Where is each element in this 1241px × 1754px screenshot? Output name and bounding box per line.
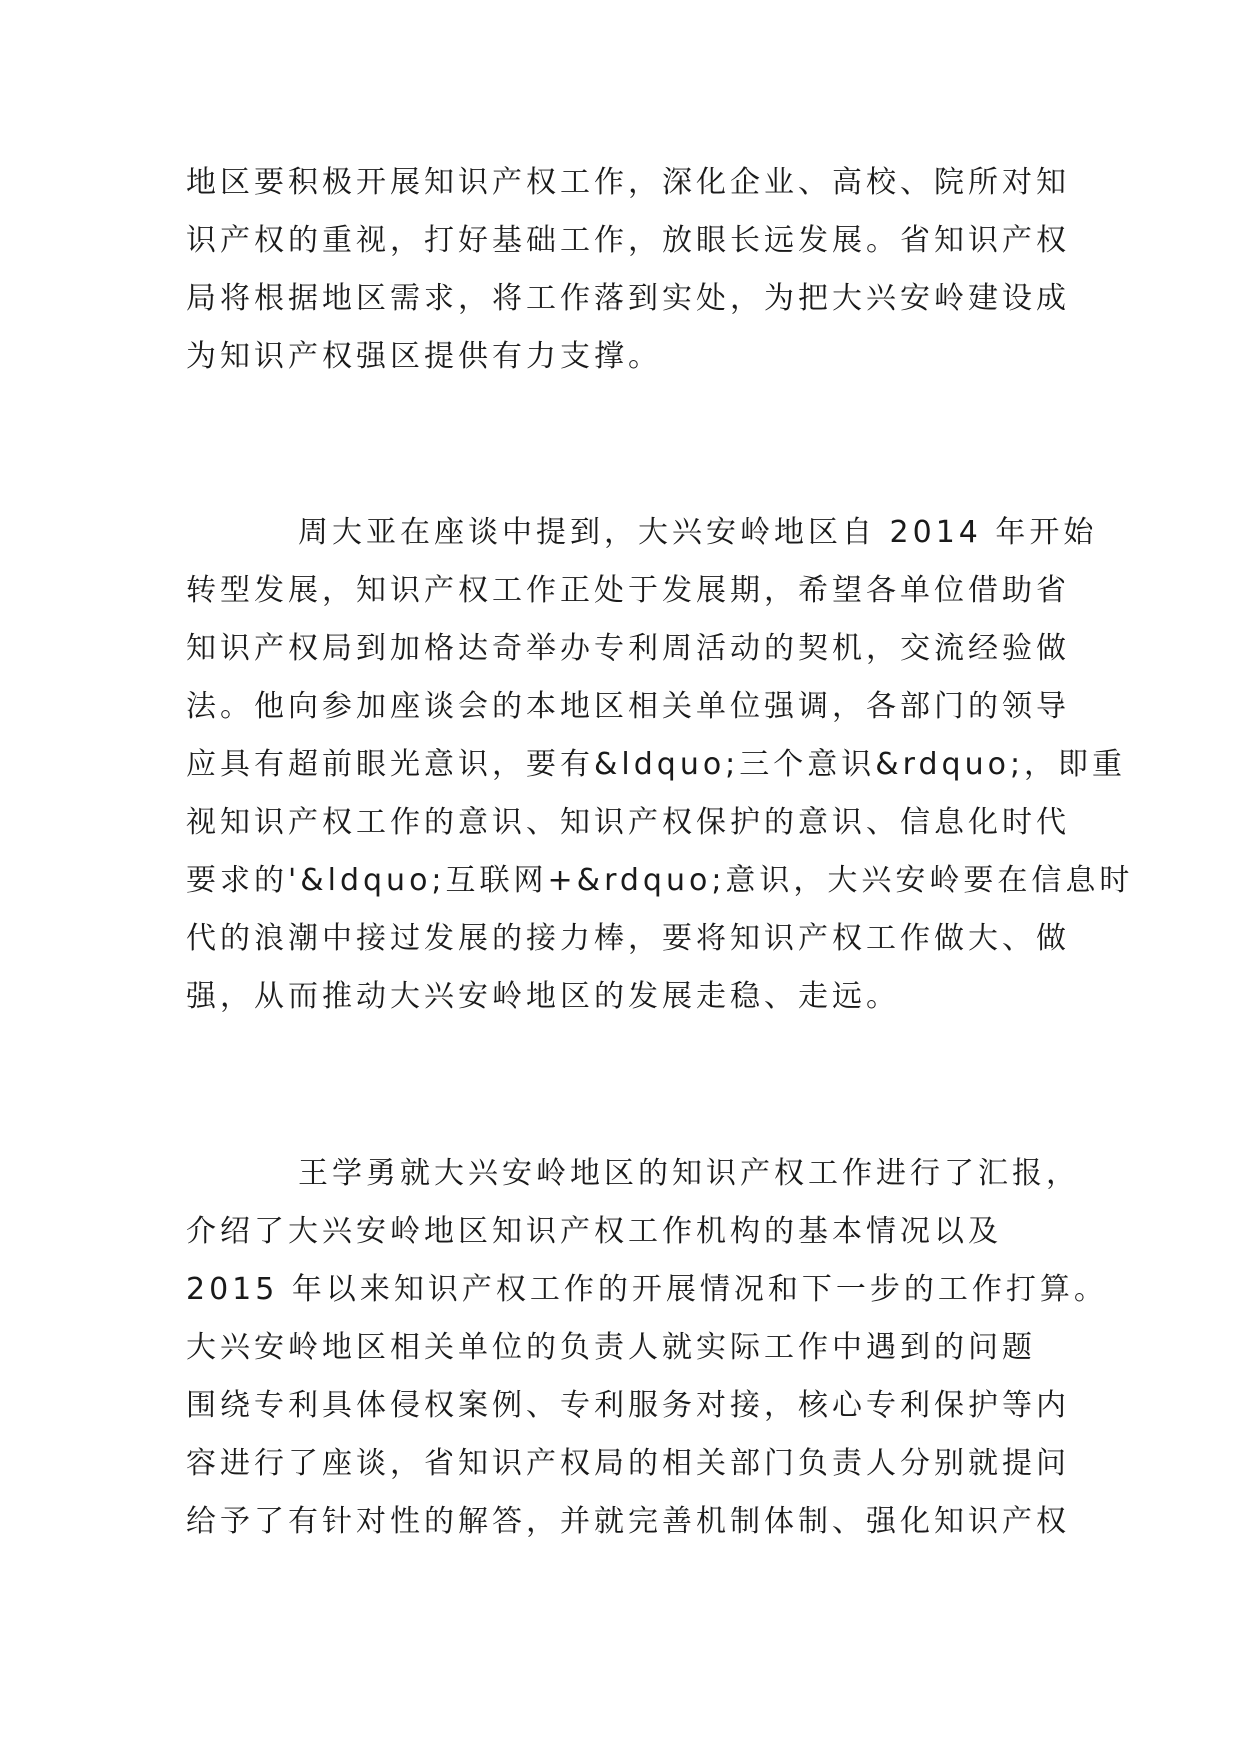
text-line: 介绍了大兴安岭地区知识产权工作机构的基本情况以及 — [186, 1214, 1002, 1249]
text-line: 王学勇就大兴安岭地区的知识产权工作进行了汇报， — [298, 1156, 1080, 1191]
text-line: 给予了有针对性的解答，并就完善机制体制、强化知识产权 — [186, 1504, 1070, 1539]
text-line: 视知识产权工作的意识、知识产权保护的意识、信息化时代 — [186, 805, 1070, 840]
text-line: 大兴安岭地区相关单位的负责人就实际工作中遇到的问题 — [186, 1330, 1036, 1365]
text-line: 地区要积极开展知识产权工作，深化企业、高校、院所对知 — [186, 165, 1070, 200]
text-line: 周大亚在座谈中提到，大兴安岭地区自 2014 年开始 — [298, 515, 1098, 550]
text-line: 要求的'&ldquo;互联网+&rdquo;意识，大兴安岭要在信息时 — [186, 863, 1134, 898]
text-line: 强，从而推动大兴安岭地区的发展走稳、走远。 — [186, 979, 900, 1014]
text-line: 为知识产权强区提供有力支撑。 — [186, 339, 662, 374]
paragraph-2 — [186, 504, 1134, 1026]
text-line: 法。他向参加座谈会的本地区相关单位强调，各部门的领导 — [186, 689, 1070, 724]
text-line: 知识产权局到加格达奇举办专利周活动的契机，交流经验做 — [186, 631, 1070, 666]
text-line: 2015 年以来知识产权工作的开展情况和下一步的工作打算。 — [186, 1272, 1108, 1307]
text-line: 转型发展，知识产权工作正处于发展期，希望各单位借助省 — [186, 573, 1070, 608]
text-line: 局将根据地区需求，将工作落到实处，为把大兴安岭建设成 — [186, 281, 1070, 316]
paragraph-1 — [186, 154, 1070, 386]
text-line: 识产权的重视，打好基础工作，放眼长远发展。省知识产权 — [186, 223, 1070, 258]
text-line: 围绕专利具体侵权案例、专利服务对接，核心专利保护等内 — [186, 1388, 1070, 1423]
paragraph-3 — [186, 1145, 1108, 1551]
text-line: 容进行了座谈，省知识产权局的相关部门负责人分别就提问 — [186, 1446, 1070, 1481]
text-line: 应具有超前眼光意识，要有&ldquo;三个意识&rdquo;，即重 — [186, 747, 1127, 782]
text-line: 代的浪潮中接过发展的接力棒，要将知识产权工作做大、做 — [186, 921, 1070, 956]
